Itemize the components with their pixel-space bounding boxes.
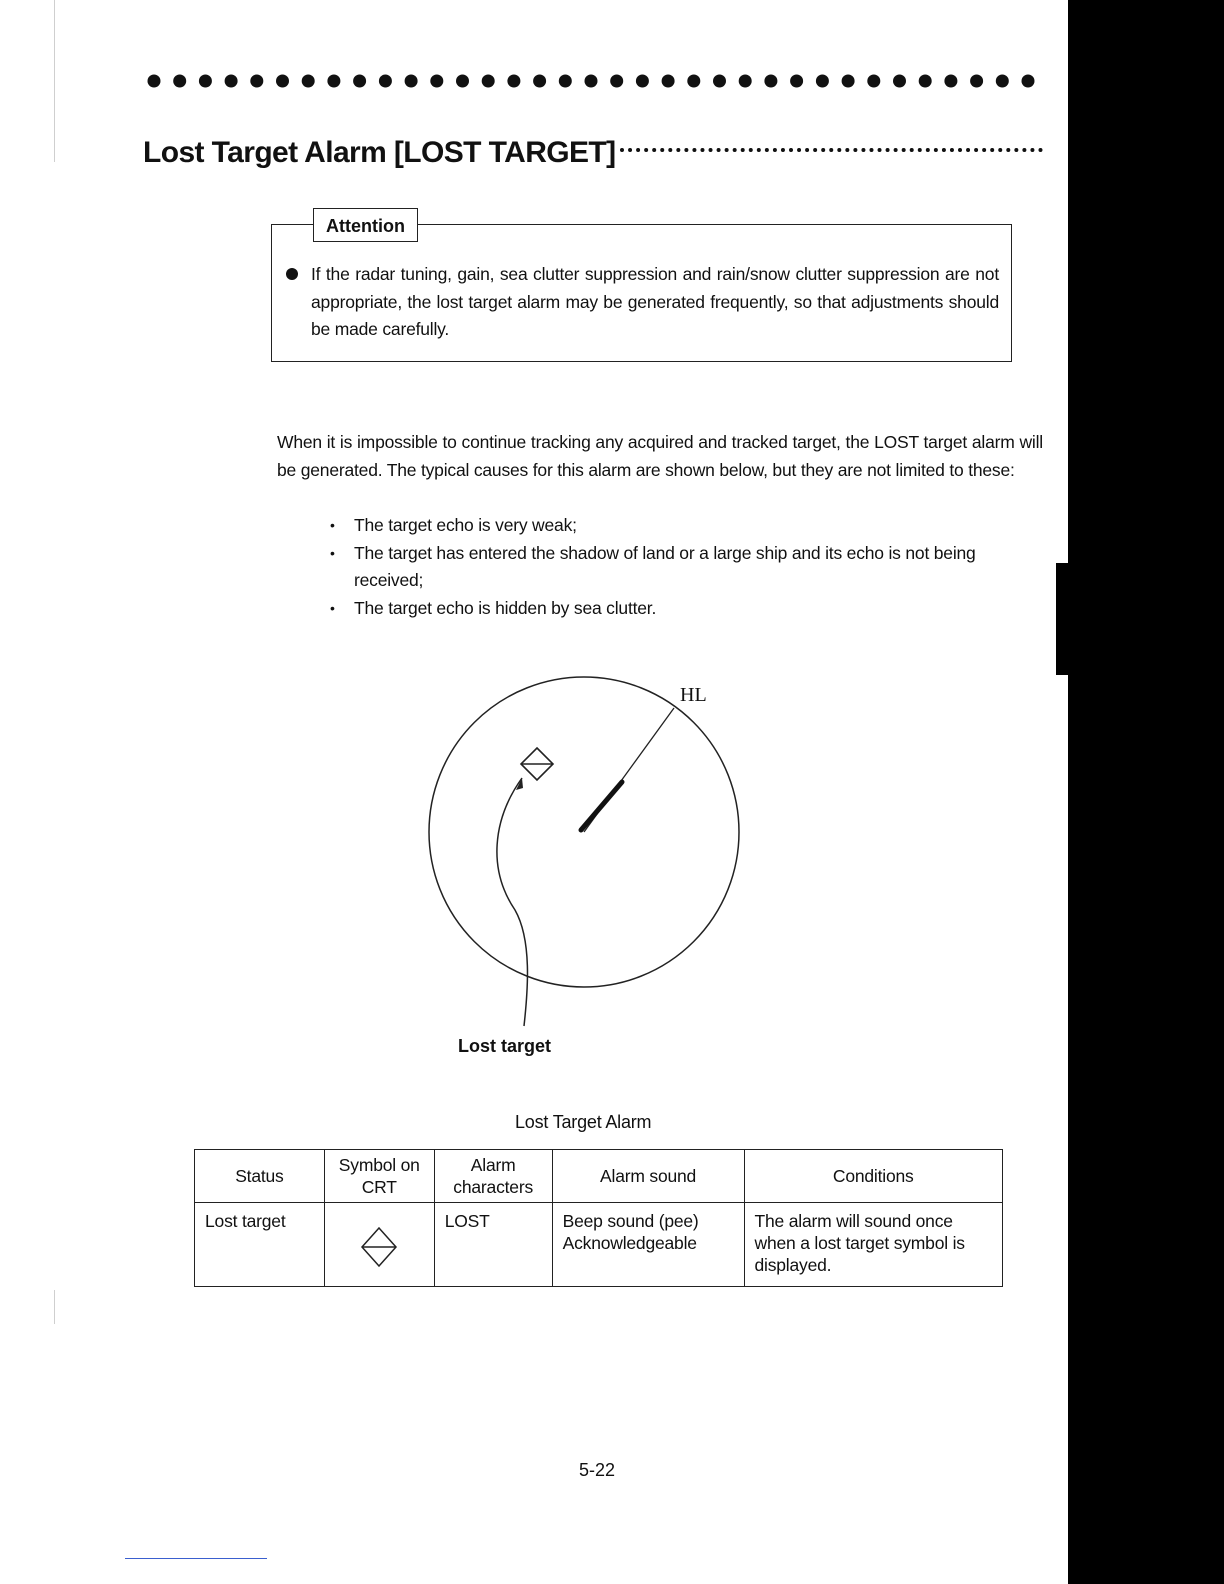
dot-icon — [327, 75, 340, 88]
dot-icon — [405, 75, 418, 88]
dot-icon — [533, 75, 546, 88]
section-heading — [143, 136, 1043, 176]
dot-icon — [610, 75, 623, 88]
intro-paragraph: When it is impossible to continue tracking any acquired and tracked target, the LOST target alarm will be generated. The typical causes for this alarm are shown below, but they are not limited to these: — [277, 432, 1043, 480]
heading-line-label: HL — [680, 684, 707, 706]
dot-icon — [430, 75, 443, 88]
dot-icon — [559, 75, 572, 88]
header-symbol-line1: Symbol on — [338, 1155, 420, 1175]
dot-icon — [250, 75, 263, 88]
dot-icon — [996, 75, 1009, 88]
dot-icon — [636, 75, 649, 88]
cell-symbol — [324, 1203, 434, 1287]
scan-edge-line — [125, 1558, 267, 1559]
causes-list — [330, 512, 1045, 622]
cell-alarm-sound — [552, 1203, 744, 1287]
binding-margin-line — [54, 1290, 55, 1324]
lost-target-symbol-icon — [359, 1223, 399, 1273]
lost-target-symbol-icon — [521, 748, 553, 780]
header-alarm-characters — [434, 1150, 552, 1203]
header-status: Status — [195, 1150, 325, 1203]
header-conditions: Conditions — [744, 1150, 1003, 1203]
dot-icon — [302, 75, 315, 88]
dot-icon — [893, 75, 906, 88]
target-track-line — [497, 778, 528, 1026]
list-item: • The target has entered the shadow of land or a large ship and its echo is not being received; — [330, 540, 1045, 595]
header-alarm-sound: Alarm sound — [552, 1150, 744, 1203]
bullet-icon — [286, 268, 298, 280]
dot-icon — [944, 75, 957, 88]
figure-caption: Lost target — [458, 1036, 552, 1056]
header-symbol-line2: CRT — [361, 1177, 397, 1197]
radar-diagram — [420, 670, 760, 1030]
table-row — [195, 1203, 1003, 1287]
page-title: Lost Target Alarm [LOST TARGET] — [143, 136, 616, 169]
page-edge-black-bar — [1068, 0, 1224, 1584]
dot-icon — [353, 75, 366, 88]
dot-icon — [173, 75, 186, 88]
dot-icon — [482, 75, 495, 88]
dot-icon — [379, 75, 392, 88]
cell-sound-line2: Acknowledgeable — [562, 1233, 697, 1253]
cell-conditions: The alarm will sound once when a lost target symbol is displayed. — [744, 1203, 1003, 1287]
list-item: • The target echo is hidden by sea clutter. — [330, 595, 1045, 623]
dot-rule-icon — [146, 70, 1036, 90]
dot-icon — [816, 75, 829, 88]
cell-alarm-characters: LOST — [434, 1203, 552, 1287]
dot-icon — [842, 75, 855, 88]
dot-icon — [225, 75, 238, 88]
dot-icon — [713, 75, 726, 88]
attention-label: Attention — [313, 208, 418, 242]
dot-icon — [662, 75, 675, 88]
table-header-row — [195, 1150, 1003, 1203]
dot-icon — [148, 75, 161, 88]
dot-icon — [739, 75, 752, 88]
dot-icon — [1022, 75, 1035, 88]
decorative-dot-rule — [146, 70, 1036, 90]
header-chars-line2: characters — [453, 1177, 533, 1197]
dot-icon — [919, 75, 932, 88]
dot-icon — [276, 75, 289, 88]
page-number: 5-22 — [579, 1460, 616, 1480]
own-ship-vector — [581, 782, 622, 830]
heading-dot-leader — [620, 148, 1043, 152]
table-title: Lost Target Alarm — [515, 1112, 652, 1132]
header-chars-line1: Alarm — [470, 1155, 516, 1175]
dot-icon — [764, 75, 777, 88]
list-item: • The target echo is very weak; — [330, 512, 1045, 540]
dot-icon — [456, 75, 469, 88]
binding-margin-line — [54, 0, 55, 162]
dot-icon — [199, 75, 212, 88]
dot-icon — [585, 75, 598, 88]
lost-target-alarm-table — [194, 1149, 1003, 1287]
dot-icon — [507, 75, 520, 88]
cell-status: Lost target — [195, 1203, 325, 1287]
dot-icon — [867, 75, 880, 88]
cell-sound-line1: Beep sound (pee) — [562, 1211, 699, 1231]
dot-icon — [687, 75, 700, 88]
dot-icon — [970, 75, 983, 88]
attention-text: If the radar tuning, gain, sea clutter suppression and rain/snow clutter suppression are not appropriate, the lost target alarm may be generated frequently, so that adjustments should be made carefully. — [311, 264, 999, 339]
chapter-index-tab — [1056, 563, 1070, 675]
header-symbol — [324, 1150, 434, 1203]
dot-icon — [790, 75, 803, 88]
